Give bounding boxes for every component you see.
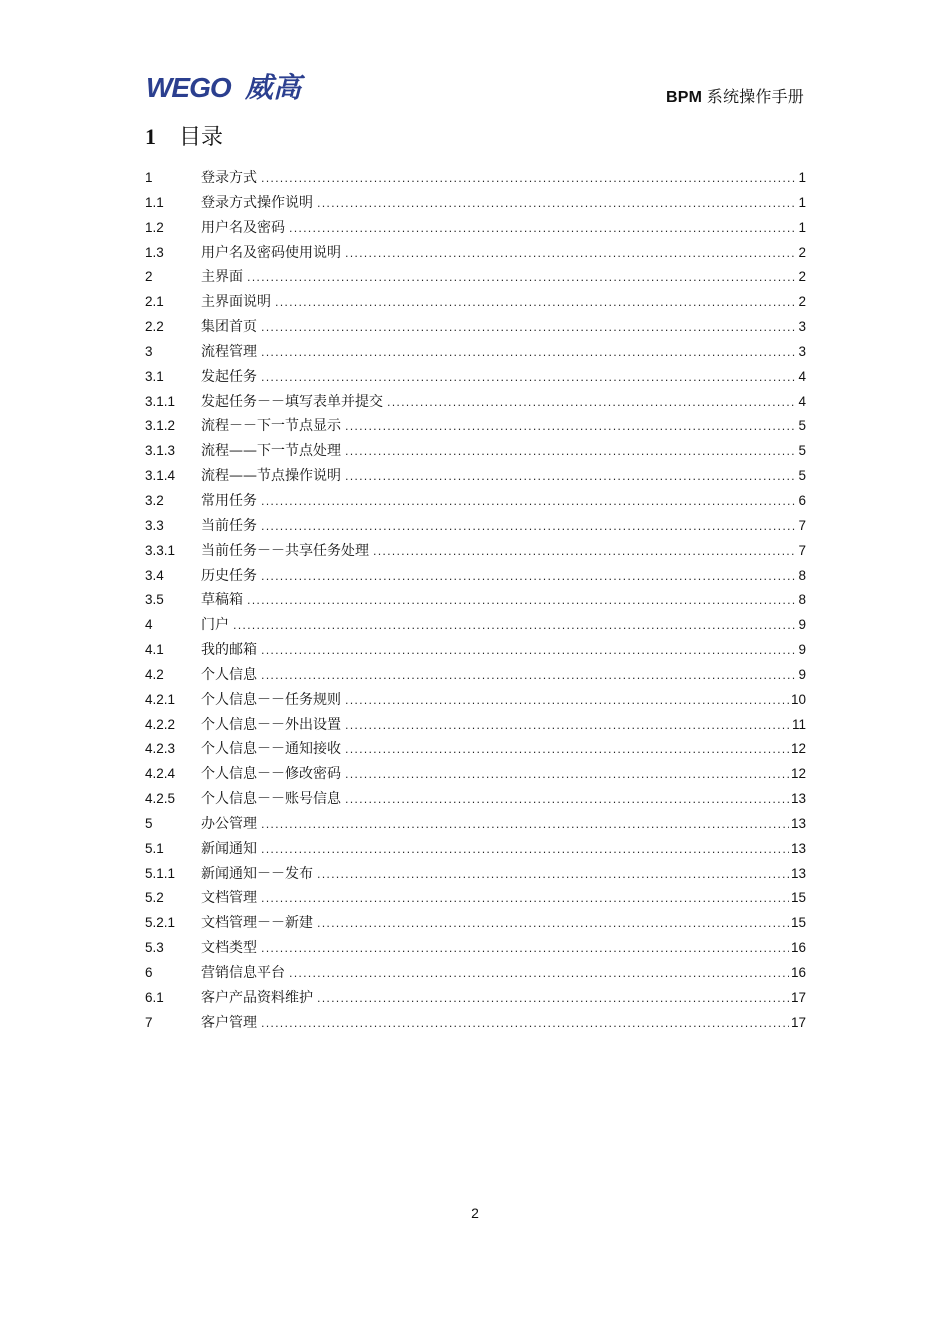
toc-entry-page: 12 [790,741,806,757]
toc-dot-leader [317,987,789,1012]
toc-entry-title: 常用任务 [201,492,257,509]
toc-dot-leader [345,738,789,763]
toc-entry[interactable] [145,911,806,936]
toc-entry-number: 3.1 [145,368,164,384]
toc-dot-leader [289,217,796,242]
toc-dot-leader [261,1012,789,1037]
wego-logo-icon [145,68,321,104]
toc-entry-title: 新闻通知 [201,840,257,857]
toc-entry-page: 4 [798,393,806,409]
toc-entry[interactable] [145,539,806,564]
toc-entry-page: 2 [798,244,806,260]
toc-entry-page: 3 [798,343,806,359]
toc-entry-title: 发起任务 [201,368,257,385]
toc-entry-number: 4.1 [145,642,164,658]
toc-entry-number: 6 [145,965,153,980]
toc-entry-number: 4.2.4 [145,766,176,782]
toc-entry[interactable] [145,737,806,762]
toc-dot-leader [345,440,796,465]
toc-entry-number: 2.2 [145,319,164,335]
toc-entry[interactable] [145,340,806,365]
toc-dot-leader [345,465,796,490]
toc-entry[interactable] [145,787,806,812]
toc-entry-title: 个人信息－－修改密码 [201,766,341,783]
toc-entry-number: 4.2 [145,666,164,682]
toc-entry-page: 11 [791,716,806,732]
toc-entry-number: 1 [145,170,153,185]
toc-entry[interactable] [145,390,806,415]
toc-dot-leader [261,838,789,863]
toc-entry[interactable] [145,166,806,191]
toc-entry-title: 用户名及密码使用说明 [201,244,341,261]
toc-entry-page: 13 [790,815,806,831]
toc-entry-number: 5.1 [145,840,164,856]
toc-entry-page: 12 [790,766,806,782]
toc-entry-title: 用户名及密码 [201,219,285,236]
toc-entry[interactable] [145,688,806,713]
toc-entry[interactable] [145,265,806,290]
toc-entry-page: 13 [790,791,806,807]
toc-entry-number: 2.1 [145,294,164,310]
toc-entry-number: 3 [145,343,153,359]
toc-entry-page: 9 [798,642,806,658]
document-title [666,84,804,107]
toc-dot-leader [345,763,789,788]
toc-entry-number: 3.2 [145,492,164,508]
toc-dot-leader [345,689,789,714]
toc-entry[interactable] [145,365,806,390]
toc-entry-number: 4.2.5 [145,791,176,807]
toc-entry[interactable] [145,464,806,489]
toc-dot-leader [317,192,796,217]
toc-entry[interactable] [145,837,806,862]
toc-entry[interactable] [145,862,806,887]
toc-dot-leader [317,863,789,888]
toc-entry-page: 7 [798,517,806,533]
toc-entry-page: 9 [798,666,806,682]
toc-entry-title: 历史任务 [201,567,257,584]
toc-entry-page: 10 [790,691,806,707]
toc-entry[interactable] [145,191,806,216]
toc-entry-title: 登录方式操作说明 [201,194,313,211]
toc-entry-title: 流程－－下一节点显示 [201,418,341,435]
toc-heading-text: 目录 [179,125,224,150]
toc-dot-leader [261,366,796,391]
toc-dot-leader [261,341,796,366]
toc-entry-title: 流程——下一节点处理 [201,443,341,460]
toc-entry-number: 4.2.2 [145,716,176,732]
toc-entry-number: 3.1.1 [145,393,176,409]
toc-entry-page: 8 [798,592,806,608]
toc-entry-number: 3.1.3 [145,443,176,459]
toc-dot-leader [261,887,789,912]
toc-entry[interactable] [145,713,806,738]
toc-entry-title: 营销信息平台 [201,965,285,981]
toc-dot-leader [261,813,789,838]
toc-entry-page: 5 [798,418,806,434]
toc-entry-title: 个人信息－－通知接收 [201,741,341,758]
wego-logo [145,68,321,104]
toc-entry-title: 客户产品资料维护 [201,989,313,1006]
toc-dot-leader [261,664,796,689]
toc-heading [145,120,223,151]
toc-entry-title: 流程——节点操作说明 [201,468,341,485]
toc-entry[interactable] [145,886,806,911]
toc-entry-title: 门户 [201,617,229,634]
toc-entry[interactable] [145,241,806,266]
toc-entry[interactable] [145,290,806,315]
toc-entry-number: 1.1 [145,194,164,210]
toc-entry-number: 3.3 [145,517,164,533]
toc-entry-page: 9 [798,617,806,633]
toc-entry-page: 13 [790,865,806,881]
toc-entry-number: 4.2.3 [145,741,176,757]
toc-dot-leader [261,316,796,341]
logo-cjk-text: 威高 [245,71,302,104]
toc-dot-leader [317,912,789,937]
toc-entry-number: 3.1.2 [145,418,176,434]
toc-entry[interactable] [145,762,806,787]
toc-entry-page: 16 [790,965,806,980]
toc-entry-title: 流程管理 [201,343,257,360]
toc-entry-page: 1 [798,194,806,210]
toc-entry-number: 1.3 [145,244,164,260]
toc-entry[interactable] [145,961,806,986]
toc-entry-title: 文档管理－－新建 [201,915,313,932]
toc-dot-leader [345,415,796,440]
toc-entry-number: 2 [145,269,153,285]
toc-entry-title: 个人信息－－任务规则 [201,691,341,708]
toc-entry-number: 7 [145,1014,153,1030]
toc-entry-page: 7 [798,542,806,558]
toc-entry[interactable] [145,216,806,241]
toc-dot-leader [233,614,796,639]
toc-dot-leader [373,540,796,565]
toc-entry-number: 1.2 [145,219,164,235]
toc-entry-number: 3.4 [145,567,164,583]
toc-entry[interactable] [145,315,806,340]
toc-entry-page: 15 [790,915,806,931]
toc-entry-number: 3.3.1 [145,542,176,558]
toc-entry-title: 客户管理 [201,1014,257,1031]
toc-entry-number: 3.1.4 [145,468,176,484]
toc-entry[interactable] [145,1011,806,1036]
toc-dot-leader [345,788,789,813]
toc-entry[interactable] [145,588,806,613]
toc-entry[interactable] [145,414,806,439]
toc-entry-page: 1 [798,219,806,235]
toc-entry-page: 17 [790,989,806,1005]
toc-dot-leader [261,167,796,192]
toc-heading-number: 1 [145,124,156,149]
document-title-rest: 系统操作手册 [702,89,804,106]
toc-entry[interactable] [145,663,806,688]
toc-entry-page: 13 [790,840,806,856]
toc-entry-page: 17 [790,1014,806,1030]
toc-entry-number: 6.1 [145,989,164,1005]
toc-entry-title: 草稿箱 [201,592,243,609]
toc-entry[interactable] [145,514,806,539]
toc-entry-title: 个人信息 [201,666,257,683]
toc-entry-page: 8 [798,567,806,583]
toc-entry-page: 3 [798,319,806,335]
document-title-brand: BPM [665,89,703,106]
toc-entry-number: 5.2 [145,890,164,906]
toc-entry-title: 集团首页 [201,319,257,336]
page-number: 2 [471,1205,479,1221]
toc-entry[interactable] [145,489,806,514]
toc-dot-leader [247,589,796,614]
toc-entry[interactable] [145,812,806,837]
toc-dot-leader [345,714,790,739]
toc-entry-title: 办公管理 [201,815,257,832]
toc-entry-number: 4 [145,617,153,633]
toc-dot-leader [247,266,796,291]
toc-entry-number: 3.5 [145,592,164,608]
toc-dot-leader [261,515,796,540]
toc-entry[interactable] [145,613,806,638]
toc-dot-leader [345,242,796,267]
toc-entry[interactable] [145,986,806,1011]
toc-entry-title: 个人信息－－外出设置 [201,716,341,733]
toc-entry[interactable] [145,638,806,663]
toc-entry-title: 文档类型 [201,940,257,957]
toc-entry-page: 4 [798,368,806,384]
toc-entry-title: 主界面 [201,269,243,286]
toc-entry-page: 15 [790,890,806,906]
logo-latin-text: WEGO [146,72,231,103]
toc-entry[interactable] [145,564,806,589]
toc-entry-title: 当前任务 [201,517,257,534]
toc-dot-leader [275,291,796,316]
toc-entry-title: 主界面说明 [201,294,271,311]
toc-dot-leader [261,937,789,962]
toc-entry-page: 5 [798,443,806,459]
toc-entry-number: 5.2.1 [145,915,176,931]
toc-dot-leader [261,639,796,664]
toc-entry-number: 5.1.1 [145,865,176,881]
toc-dot-leader [261,490,796,515]
toc-entry[interactable] [145,439,806,464]
toc-entry-title: 文档管理 [201,890,257,907]
table-of-contents [145,166,806,1036]
toc-entry[interactable] [145,936,806,961]
toc-dot-leader [387,391,796,416]
toc-entry-title: 当前任务－－共享任务处理 [201,542,369,559]
toc-entry-number: 5 [145,815,153,831]
toc-entry-page: 16 [790,940,806,956]
toc-entry-page: 5 [798,468,806,484]
toc-entry-title: 发起任务－－填写表单并提交 [201,393,383,410]
toc-entry-page: 1 [798,170,806,185]
toc-entry-number: 4.2.1 [145,691,176,707]
toc-entry-title: 我的邮箱 [201,642,257,659]
toc-entry-number: 5.3 [145,940,164,956]
toc-entry-page: 2 [798,294,806,310]
toc-entry-page: 6 [798,492,806,508]
toc-entry-title: 个人信息－－账号信息 [201,791,341,808]
toc-entry-page: 2 [798,269,806,285]
toc-entry-title: 新闻通知－－发布 [201,865,313,882]
toc-dot-leader [261,565,796,590]
toc-entry-title: 登录方式 [201,170,257,186]
toc-dot-leader [289,962,789,987]
